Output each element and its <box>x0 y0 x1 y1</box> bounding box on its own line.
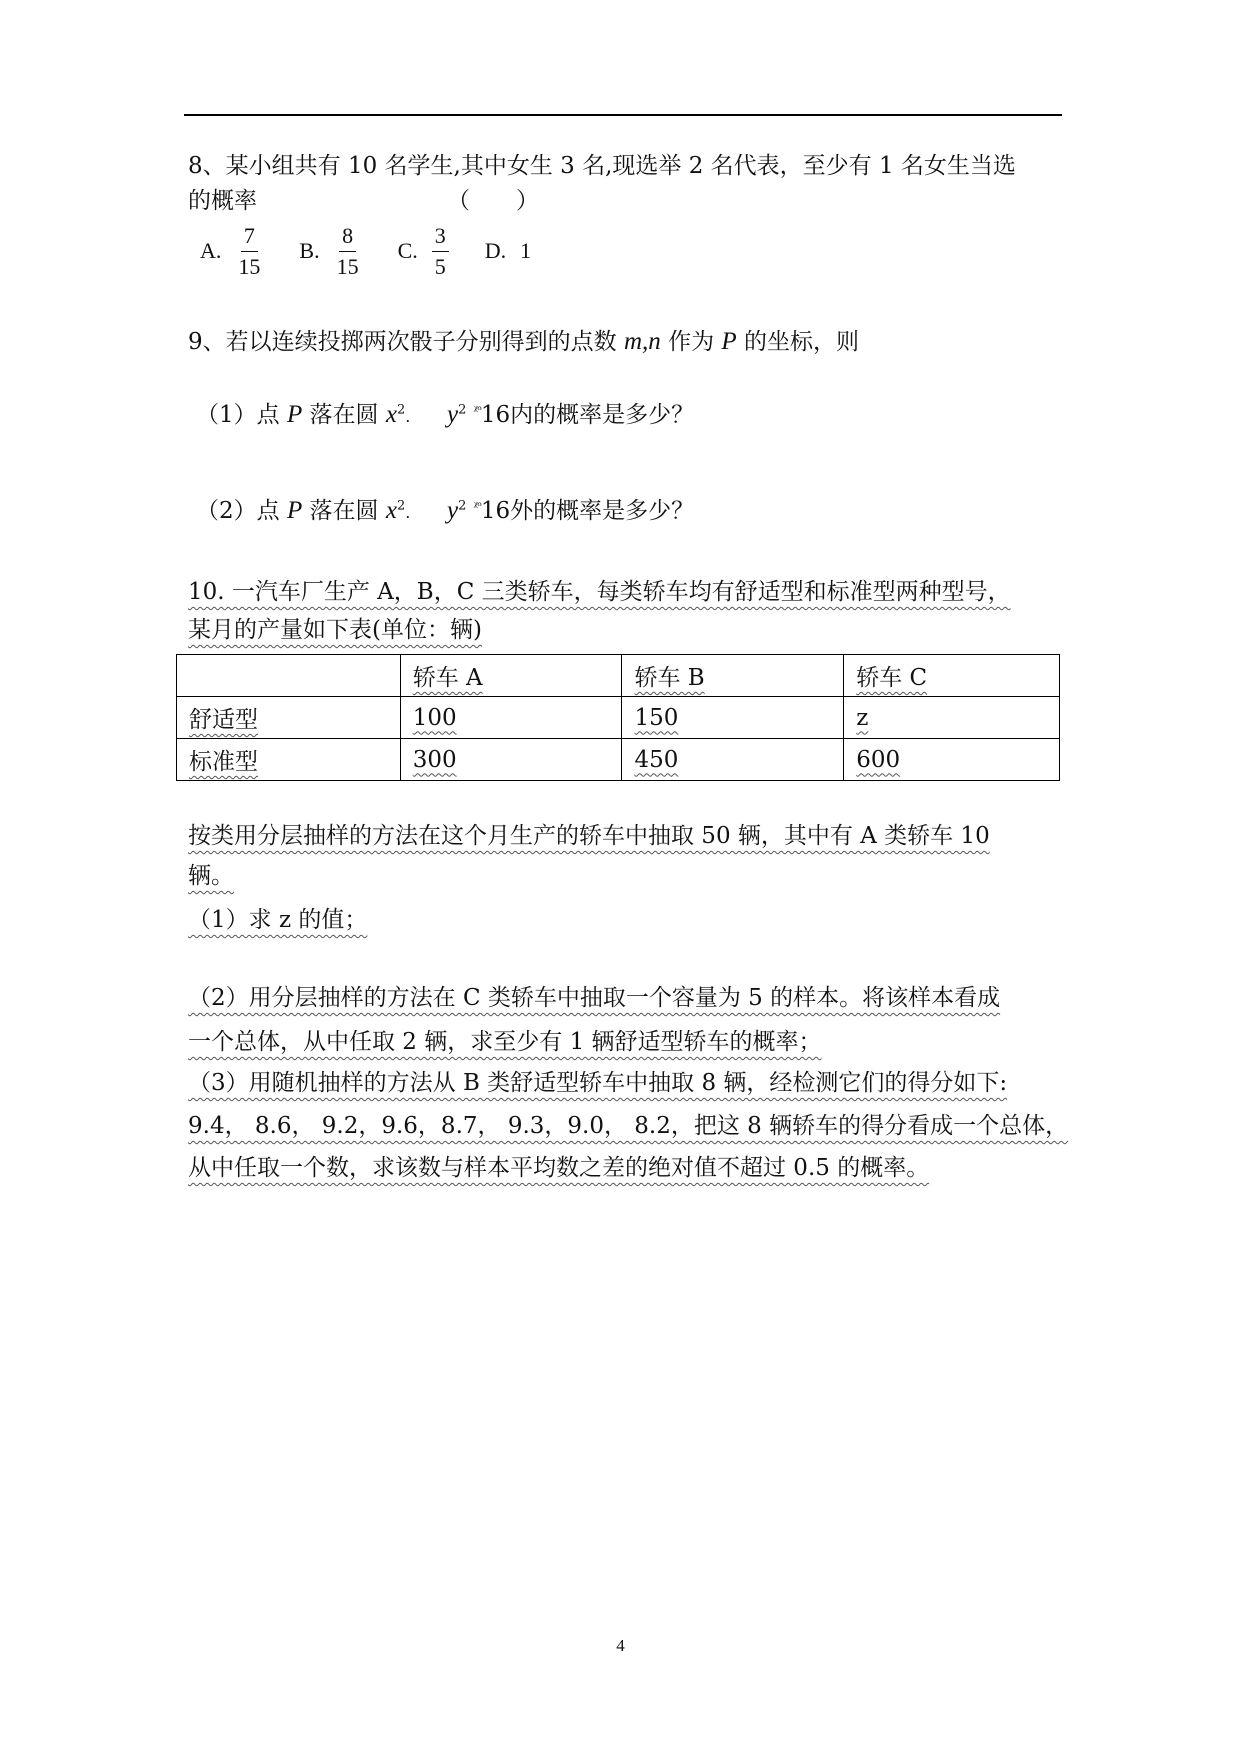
q10-part3b: 9.4， 8.6， 9.2，9.6，8.7， 9.3，9.0， 8.2，把这 8 辆轿车的得分看成一个总体， <box>188 1113 1069 1139</box>
choice-a-denominator: 15 <box>238 253 261 279</box>
table-cell: 600 <box>844 739 1060 781</box>
q9-intro <box>188 326 859 358</box>
q9-sub1-y-exp: 2 <box>458 402 467 418</box>
q9-sub2-y-exp: 2 <box>458 498 467 514</box>
table-cell: 舒适型 <box>177 697 401 739</box>
q9-sub1-value: 16 <box>480 402 511 428</box>
q8-line2 <box>188 185 539 217</box>
q9-sub2-x: x <box>385 497 397 524</box>
choice-c-denominator: 5 <box>434 253 446 279</box>
q8-line1: 8、某小组共有 10 名学生,其中女生 3 名,现选举 2 名代表，至少有 1 名女生当选 <box>188 153 1016 179</box>
choice-b-denominator: 15 <box>336 253 359 279</box>
choice-b-letter: B. <box>299 238 320 263</box>
q10-after1: 按类用分层抽样的方法在这个月生产的轿车中抽取 50 辆，其中有 A 类轿车 10 <box>188 823 990 849</box>
header-rule <box>184 114 1062 116</box>
q10-part2a: （2）用分层抽样的方法在 C 类轿车中抽取一个容量为 5 的样本。将该样本看成 <box>188 985 1001 1011</box>
q9-sub2-post: 外的概率是多少？ <box>510 498 695 524</box>
choice-b-numerator: 8 <box>339 221 356 252</box>
q9-sub1-pre: （1）点 <box>196 402 280 428</box>
q9-sub1-sym: ᵡᵒ <box>473 403 481 417</box>
page-number: 4 <box>616 1636 625 1655</box>
table-header-cell: 轿车 C <box>844 655 1060 697</box>
choice-a-numerator: 7 <box>241 221 258 252</box>
q9-sub2-value: 16 <box>480 498 511 524</box>
q8-line2-text: 的概率 <box>188 188 257 214</box>
q10-line1: 10. 一汽车厂生产 A，B，C 三类轿车，每类轿车均有舒适型和标准型两种型号， <box>188 579 1011 605</box>
choice-d-value: 1 <box>520 238 532 263</box>
choice-c <box>398 221 449 282</box>
q8-answer-paren: （ ） <box>447 188 539 214</box>
table-cell: 100 <box>400 697 622 739</box>
table-header-cell: 轿车 B <box>622 655 844 697</box>
choice-d-letter: D. <box>484 238 507 263</box>
table-cell: 450 <box>622 739 844 781</box>
table-header-cell: 轿车 A <box>400 655 622 697</box>
choice-d <box>485 238 531 264</box>
q9-sub1-p: P <box>286 401 303 428</box>
q9-sub2-y: y <box>446 497 459 524</box>
table-cell: 标准型 <box>177 739 401 781</box>
q9-sub2 <box>196 490 694 529</box>
q10-part1: （1）求 z 的值； <box>188 907 368 933</box>
q9-intro-post: 的坐标，则 <box>743 329 859 355</box>
choice-a <box>200 221 263 282</box>
q10-after2: 辆。 <box>188 863 234 889</box>
q9-sub1-mid: 落在圆 <box>309 402 379 428</box>
q9-sub1-dot: . <box>405 407 411 426</box>
q9-sub2-sym: ᵡᵒ <box>473 499 481 513</box>
q9-sub1-x-exp: 2 <box>396 402 406 418</box>
q9-intro-vars: m,n <box>623 328 661 355</box>
choice-c-fraction <box>432 221 449 282</box>
table-row <box>177 697 1060 739</box>
q10-part2b: 一个总体，从中任取 2 辆，求至少有 1 辆舒适型轿车的概率； <box>188 1029 822 1055</box>
table-header-cell <box>177 655 401 697</box>
q10-line2: 某月的产量如下表(单位：辆) <box>188 617 482 643</box>
q8-choices <box>200 218 567 284</box>
q9-sub2-pre: （2）点 <box>196 498 280 524</box>
choice-a-letter: A. <box>200 238 222 263</box>
production-table <box>176 654 1060 781</box>
table-cell: z <box>844 697 1060 739</box>
choice-b-fraction <box>334 221 362 282</box>
table-row <box>177 739 1060 781</box>
choice-c-numerator: 3 <box>432 221 449 252</box>
q9-intro-pre: 9、若以连续投掷两次骰子分别得到的点数 <box>188 329 617 355</box>
q9-sub2-x-exp: 2 <box>396 498 406 514</box>
choice-a-fraction <box>235 221 263 282</box>
q9-intro-mid: 作为 <box>668 329 715 355</box>
q10-part3a: （3）用随机抽样的方法从 B 类舒适型轿车中抽取 8 辆，经检测它们的得分如下: <box>188 1070 1008 1096</box>
q9-sub1 <box>196 394 694 433</box>
table-header-row <box>177 655 1060 697</box>
q9-sub2-dot: . <box>405 503 411 522</box>
q9-sub1-x: x <box>385 401 397 428</box>
q9-sub1-y: y <box>446 401 459 428</box>
table-cell: 150 <box>622 697 844 739</box>
q9-sub2-mid: 落在圆 <box>309 498 379 524</box>
q10-part3c: 从中任取一个数，求该数与样本平均数之差的绝对值不超过 0.5 的概率。 <box>188 1155 930 1181</box>
choice-b <box>299 221 361 282</box>
table-cell: 300 <box>400 739 622 781</box>
q9-intro-p: P <box>721 328 737 355</box>
q9-sub2-p: P <box>286 497 303 524</box>
choice-c-letter: C. <box>397 238 418 263</box>
q9-sub1-post: 内的概率是多少？ <box>510 402 695 428</box>
